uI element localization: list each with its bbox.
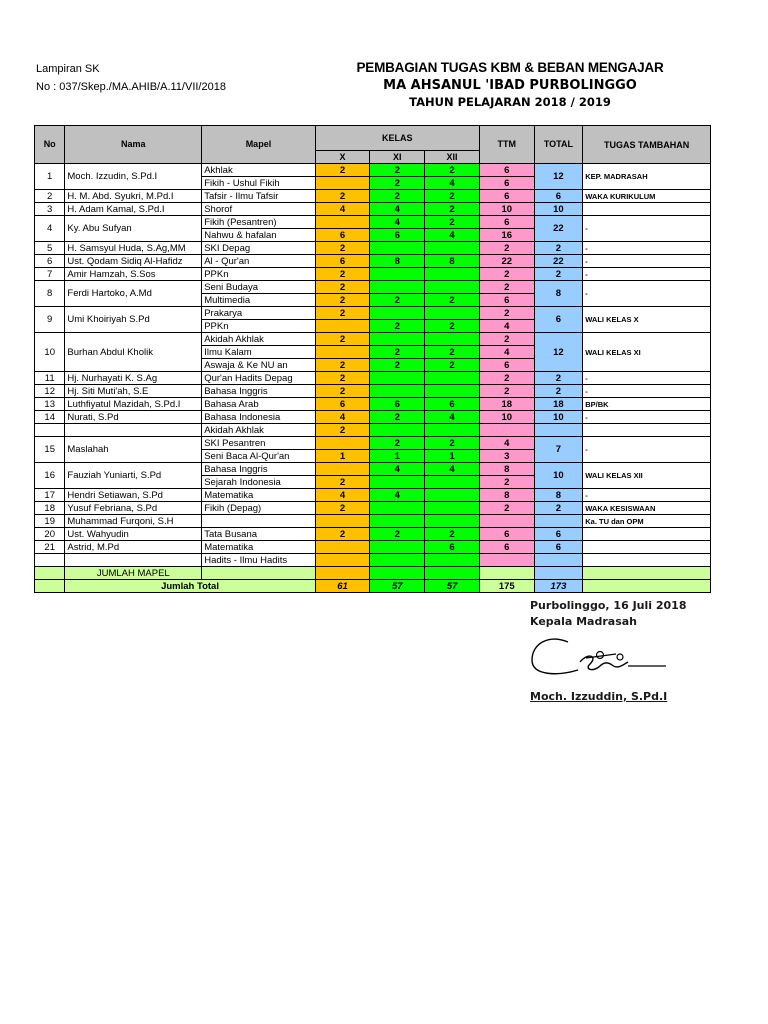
row-x [315,463,370,476]
row-ttm: 6 [479,216,534,229]
row-tugas: BP/BK [583,398,711,411]
row-nama: Ky. Abu Sufyan [65,216,202,242]
row-mapel: PPKn [202,268,316,281]
row-xii [425,242,480,255]
row-x: 2 [315,281,370,294]
row-ttm: 2 [479,333,534,346]
row-no: 6 [35,255,65,268]
row-xii [425,515,480,528]
row-ttm: 4 [479,320,534,333]
row-xii: 2 [425,190,480,203]
row-tugas [583,424,711,437]
row-x: 2 [315,424,370,437]
row-tugas: WAKA KURIKULUM [583,190,711,203]
row-total: 6 [534,307,583,333]
row-xi [370,307,425,320]
row-xi [370,502,425,515]
row-x: 2 [315,372,370,385]
row-x: 4 [315,489,370,502]
row-xii: 4 [425,177,480,190]
row-nama: Ust. Wahyudin [65,528,202,541]
table-row [35,515,711,528]
row-x [315,216,370,229]
lampiran-label: Lampiran SK [36,63,100,75]
row-nama: Umi Khoiriyah S.Pd [65,307,202,333]
row-ttm: 6 [479,528,534,541]
row-nama: Fauziah Yuniarti, S.Pd [65,463,202,489]
row-no: 13 [35,398,65,411]
row-x: 2 [315,528,370,541]
row-nama: Hj. Siti Muti'ah, S.E [65,385,202,398]
row-ttm: 8 [479,463,534,476]
row-tugas [583,528,711,541]
school-name: MA AHSANUL 'IBAD PURBOLINGGO [383,78,637,93]
row-xi: 6 [370,229,425,242]
row-ttm: 10 [479,411,534,424]
row-nama: Hj. Nurhayati K. S.Ag [65,372,202,385]
row-xii: 2 [425,320,480,333]
row-total: 22 [534,216,583,242]
row-mapel: Matematika [202,489,316,502]
row-ttm: 6 [479,294,534,307]
total-total: 173 [534,580,583,593]
document-title: PEMBAGIAN TUGAS KBM & BEBAN MENGAJAR [356,60,664,75]
row-nama: Astrid, M.Pd [65,541,202,554]
row-mapel: Fikih (Pesantren) [202,216,316,229]
row-ttm: 4 [479,437,534,450]
row-ttm: 10 [479,203,534,216]
signature-place-date: Purbolinggo, 16 Juli 2018 [530,599,687,612]
table-row [35,411,711,424]
row-no: 18 [35,502,65,515]
table-row [35,398,711,411]
row-mapel: Fikih - Ushul Fikih [202,177,316,190]
row-tugas: WALI KELAS XII [583,463,711,489]
row-mapel: Aswaja & Ke NU an [202,359,316,372]
table-row [35,281,711,294]
row-mapel: Akidah Akhlak [202,424,316,437]
row-mapel: Bahasa Indonesia [202,411,316,424]
row-xi: 4 [370,203,425,216]
table-row [35,437,711,450]
row-ttm: 4 [479,346,534,359]
row-nama: Muhammad Furqoni, S.H [65,515,202,528]
row-mapel: SKI Depag [202,242,316,255]
col-x: X [315,151,370,164]
row-xi: 2 [370,164,425,177]
row-ttm: 6 [479,177,534,190]
row-xii: 2 [425,294,480,307]
row-ttm: 6 [479,359,534,372]
row-mapel: Bahasa Arab [202,398,316,411]
row-mapel: Seni Budaya [202,281,316,294]
row-xii: 6 [425,398,480,411]
row-no [35,554,65,567]
academic-year: TAHUN PELAJARAN 2018 / 2019 [409,95,611,109]
row-xii [425,489,480,502]
row-tugas: - [583,281,711,307]
row-xii: 2 [425,203,480,216]
signature-scribble [528,632,673,682]
row-xi [370,476,425,489]
row-tugas: - [583,242,711,255]
row-nama: Ust. Qodam Sidiq Al-Hafidz [65,255,202,268]
row-no: 9 [35,307,65,333]
row-nama: Nurati, S.Pd [65,411,202,424]
total-xi: 57 [370,580,425,593]
row-ttm: 2 [479,502,534,515]
row-tugas [583,203,711,216]
row-mapel: Akidah Akhlak [202,333,316,346]
row-total: 10 [534,463,583,489]
col-xi: XI [370,151,425,164]
row-x: 6 [315,398,370,411]
row-mapel: Hadits - Ilmu Hadits [202,554,316,567]
table-row [35,489,711,502]
row-no: 4 [35,216,65,242]
row-nama: Maslahah [65,437,202,463]
row-xii: 2 [425,528,480,541]
row-total: 22 [534,255,583,268]
row-xi: 4 [370,489,425,502]
row-total: 2 [534,502,583,515]
row-xii: 2 [425,437,480,450]
row-xi [370,333,425,346]
row-xii: 8 [425,255,480,268]
row-x: 6 [315,229,370,242]
row-no: 3 [35,203,65,216]
row-ttm: 2 [479,385,534,398]
row-no: 12 [35,385,65,398]
row-xii [425,385,480,398]
row-mapel: Matematika [202,541,316,554]
row-mapel: Fikih (Depag) [202,502,316,515]
row-xii [425,307,480,320]
row-xi: 4 [370,216,425,229]
table-row [35,190,711,203]
row-xi [370,541,425,554]
row-total: 8 [534,281,583,307]
signature-position: Kepala Madrasah [530,615,638,628]
row-tugas: - [583,489,711,502]
row-xii: 6 [425,541,480,554]
row-x: 2 [315,359,370,372]
row-ttm [479,554,534,567]
row-x: 2 [315,333,370,346]
row-no: 15 [35,437,65,463]
row-no [35,424,65,437]
row-x: 2 [315,294,370,307]
row-xi [370,385,425,398]
row-xii [425,476,480,489]
row-mapel: Ilmu Kalam [202,346,316,359]
row-xi: 6 [370,398,425,411]
row-x [315,320,370,333]
row-xii [425,333,480,346]
row-nama: Moch. Izzudin, S.Pd.I [65,164,202,190]
row-nama: Hendri Setiawan, S.Pd [65,489,202,502]
row-xii [425,372,480,385]
row-no: 5 [35,242,65,255]
row-xii: 2 [425,216,480,229]
row-ttm: 6 [479,190,534,203]
row-mapel: Al - Qur'an [202,255,316,268]
row-xii [425,281,480,294]
row-x [315,541,370,554]
row-total: 6 [534,528,583,541]
row-mapel: Shorof [202,203,316,216]
row-xi: 2 [370,294,425,307]
row-mapel: Bahasa Inggris [202,463,316,476]
row-xi [370,554,425,567]
col-mapel: Mapel [202,126,316,164]
table-row [35,541,711,554]
row-nama: Yusuf Febriana, S.Pd [65,502,202,515]
row-no: 17 [35,489,65,502]
row-ttm: 8 [479,489,534,502]
row-tugas: WAKA KESISWAAN [583,502,711,515]
row-total [534,424,583,437]
table-body [35,164,711,567]
row-total: 6 [534,541,583,554]
table-row [35,528,711,541]
row-x: 4 [315,203,370,216]
row-nama: H. Samsyul Huda, S.Ag,MM [65,242,202,255]
row-no: 16 [35,463,65,489]
jumlah-mapel-label: JUMLAH MAPEL [65,567,202,580]
table-row [35,372,711,385]
col-kelas: KELAS [315,126,479,151]
row-xii: 2 [425,359,480,372]
row-mapel: Akhlak [202,164,316,177]
row-total: 8 [534,489,583,502]
col-xii: XII [425,151,480,164]
row-x: 2 [315,385,370,398]
row-tugas: Ka. TU dan OPM [583,515,711,528]
row-nama: Burhan Abdul Kholik [65,333,202,372]
total-xii: 57 [425,580,480,593]
row-tugas [583,554,711,567]
row-x: 2 [315,268,370,281]
row-ttm: 2 [479,268,534,281]
row-total [534,554,583,567]
row-mapel: Prakarya [202,307,316,320]
row-xii: 1 [425,450,480,463]
table-row [35,242,711,255]
row-xii [425,424,480,437]
table-row [35,164,711,177]
row-nama: H. Adam Kamal, S.Pd.I [65,203,202,216]
row-xi: 1 [370,450,425,463]
row-nama: Luthfiyatul Mazidah, S.Pd.I [65,398,202,411]
row-ttm: 6 [479,541,534,554]
row-no: 10 [35,333,65,372]
row-no: 21 [35,541,65,554]
row-xi: 2 [370,190,425,203]
row-ttm: 6 [479,164,534,177]
row-no: 8 [35,281,65,307]
row-no: 7 [35,268,65,281]
row-xi [370,242,425,255]
row-mapel: Tata Busana [202,528,316,541]
row-xi: 2 [370,346,425,359]
row-ttm: 2 [479,281,534,294]
row-xii: 4 [425,229,480,242]
row-tugas: - [583,268,711,281]
table-row [35,203,711,216]
row-nama [65,554,202,567]
total-ttm: 175 [479,580,534,593]
col-nama: Nama [65,126,202,164]
row-xi [370,372,425,385]
row-mapel: Bahasa Inggris [202,385,316,398]
row-mapel: Tafsir - Ilmu Tafsir [202,190,316,203]
row-x: 2 [315,242,370,255]
sk-number: No : 037/Skep./MA.AHIB/A.11/VII/2018 [36,81,226,93]
row-xii [425,554,480,567]
row-xii: 2 [425,346,480,359]
row-xi: 2 [370,437,425,450]
row-xi: 8 [370,255,425,268]
row-nama: Amir Hamzah, S.Sos [65,268,202,281]
row-xi: 2 [370,411,425,424]
row-tugas: KEP. MADRASAH [583,164,711,190]
table-row [35,502,711,515]
row-ttm: 2 [479,372,534,385]
row-tugas: - [583,437,711,463]
row-x: 4 [315,411,370,424]
col-total: TOTAL [534,126,583,164]
col-tugas: TUGAS TAMBAHAN [583,126,711,164]
table-row [35,255,711,268]
row-ttm: 18 [479,398,534,411]
row-total: 2 [534,268,583,281]
jumlah-total-label: Jumlah Total [65,580,315,593]
table-row [35,333,711,346]
row-total: 2 [534,242,583,255]
row-total: 2 [534,385,583,398]
row-xii [425,502,480,515]
row-total: 12 [534,164,583,190]
row-mapel: Qur'an Hadits Depag [202,372,316,385]
row-no: 11 [35,372,65,385]
table-row [35,424,711,437]
total-x: 61 [315,580,370,593]
table-row [35,307,711,320]
col-ttm: TTM [479,126,534,164]
table-row [35,463,711,476]
row-xi: 2 [370,320,425,333]
row-xi [370,424,425,437]
row-x [315,515,370,528]
row-total: 7 [534,437,583,463]
row-mapel: SKI Pesantren [202,437,316,450]
row-xi [370,281,425,294]
row-xi [370,515,425,528]
row-tugas [583,541,711,554]
table-row [35,268,711,281]
signature-name: Moch. Izzuddin, S.Pd.I [530,690,668,703]
table-row [35,554,711,567]
row-total: 10 [534,411,583,424]
row-ttm: 22 [479,255,534,268]
table-row [35,385,711,398]
row-x [315,554,370,567]
row-tugas: - [583,372,711,385]
row-mapel: Seni Baca Al-Qur'an [202,450,316,463]
row-ttm: 16 [479,229,534,242]
row-x: 2 [315,502,370,515]
row-ttm [479,515,534,528]
row-mapel: Nahwu & hafalan [202,229,316,242]
row-x: 2 [315,307,370,320]
row-ttm: 2 [479,307,534,320]
row-xii: 4 [425,411,480,424]
table-row [35,216,711,229]
row-tugas: - [583,255,711,268]
row-mapel: Multimedia [202,294,316,307]
row-total: 2 [534,372,583,385]
row-ttm [479,424,534,437]
row-xii: 4 [425,463,480,476]
col-no: No [35,126,65,164]
row-xi: 4 [370,463,425,476]
row-x [315,437,370,450]
row-nama: Ferdi Hartoko, A.Md [65,281,202,307]
teaching-assignment-table [34,125,711,593]
row-no: 1 [35,164,65,190]
row-xii: 2 [425,164,480,177]
row-total: 18 [534,398,583,411]
row-ttm: 2 [479,476,534,489]
row-no: 2 [35,190,65,203]
row-x: 1 [315,450,370,463]
row-total: 10 [534,203,583,216]
row-xii [425,268,480,281]
row-mapel: Sejarah Indonesia [202,476,316,489]
row-mapel: PPKn [202,320,316,333]
row-total: 12 [534,333,583,372]
row-nama: H. M. Abd. Syukri, M.Pd.I [65,190,202,203]
row-x: 2 [315,190,370,203]
row-tugas: - [583,411,711,424]
row-x: 6 [315,255,370,268]
row-no: 14 [35,411,65,424]
row-tugas: - [583,385,711,398]
row-ttm: 2 [479,242,534,255]
row-xi: 2 [370,359,425,372]
row-no: 19 [35,515,65,528]
row-x: 2 [315,164,370,177]
row-tugas: - [583,216,711,242]
row-mapel [202,515,316,528]
row-no: 20 [35,528,65,541]
row-x [315,177,370,190]
row-total: 6 [534,190,583,203]
row-xi: 2 [370,528,425,541]
row-tugas: WALI KELAS X [583,307,711,333]
row-total [534,515,583,528]
row-x: 2 [315,476,370,489]
row-x [315,346,370,359]
row-xi: 2 [370,177,425,190]
row-xi [370,268,425,281]
row-nama [65,424,202,437]
row-ttm: 3 [479,450,534,463]
row-tugas: WALI KELAS XI [583,333,711,372]
